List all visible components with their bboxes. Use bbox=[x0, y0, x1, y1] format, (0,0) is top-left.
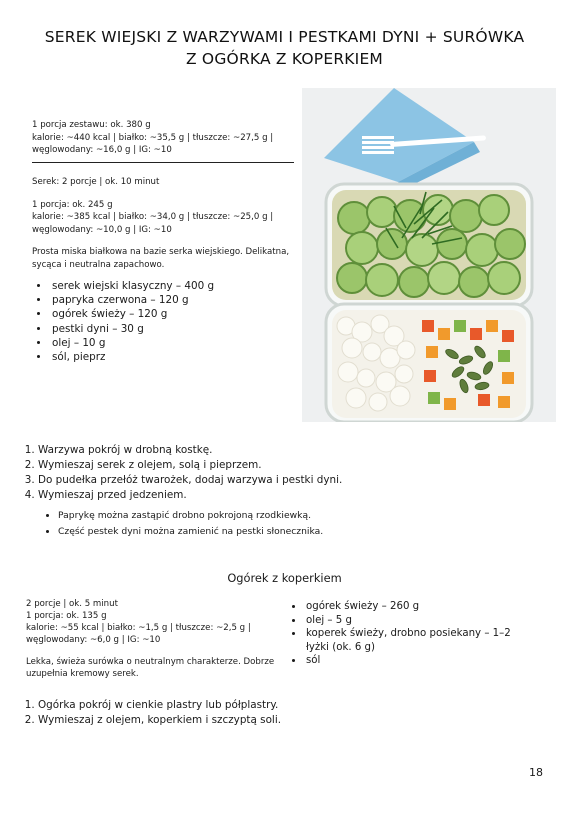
ingredient-item: • papryka czerwona – 120 g bbox=[50, 293, 294, 307]
step-item: 1. Ogórka pokrój w cienkie plastry lub półplastry. bbox=[38, 698, 540, 713]
divider bbox=[32, 162, 294, 163]
dish1-ingredients bbox=[34, 279, 294, 364]
step-item: 2. Wymieszaj serek z olejem, solą i pieprzem. bbox=[38, 458, 540, 473]
dish1-info bbox=[32, 176, 294, 271]
set-portion: 1 porcja zestawu: ok. 380 g bbox=[32, 120, 151, 130]
tip-item: • Część pestek dyni można zamienić na pestki słonecznika. bbox=[58, 524, 542, 540]
dish1-macros-1: kalorie: ~385 kcal | białko: ~34,0 g | tłuszcze: ~25,0 g | bbox=[32, 212, 274, 222]
dish2-macros-2: węglowodany: ~6,0 g | IG: ~10 bbox=[26, 635, 161, 645]
dish1-macros-2: węglowodany: ~10,0 g | IG: ~10 bbox=[32, 224, 172, 235]
dish1-portion: 1 porcja: ok. 245 g bbox=[32, 199, 113, 210]
step-item: 1. Warzywa pokrój w drobną kostkę. bbox=[38, 443, 540, 458]
dish2-portion: 1 porcja: ok. 135 g bbox=[26, 611, 107, 621]
tip-item: • Paprykę można zastąpić drobno pokrojoną rzodkiewką. bbox=[58, 508, 542, 524]
dish1-yield: Serek: 2 porcje | ok. 10 minut bbox=[32, 177, 160, 187]
set-macros-1: kalorie: ~440 kcal | białko: ~35,5 g | tłuszcze: ~27,5 g | bbox=[32, 132, 274, 143]
ingredient-item: • olej – 10 g bbox=[50, 336, 294, 350]
dish-photo-illustration bbox=[302, 88, 556, 422]
page-title-line-2: Z OGÓRKA Z KOPERKIEM bbox=[185, 50, 384, 68]
ingredient-item: • sól bbox=[304, 654, 528, 668]
dish2-yield: 2 porcje | ok. 5 minut bbox=[26, 599, 118, 609]
dish1-tips bbox=[42, 508, 542, 539]
set-macros-2: węglowodany: ~16,0 g | IG: ~10 bbox=[32, 145, 172, 155]
set-summary bbox=[32, 119, 294, 157]
dish2-description-2: uzupełnia kremowy serek. bbox=[26, 669, 139, 679]
dish2-steps bbox=[20, 698, 540, 728]
ingredient-item: • olej – 5 g bbox=[304, 614, 528, 628]
dish2-title: Ogórek z koperkiem bbox=[227, 571, 342, 585]
page-title bbox=[20, 26, 549, 70]
dish2-info bbox=[26, 598, 284, 680]
dish1-description-1: Prosta miska białkowa na bazie serka wiejskiego. Delikatna, bbox=[32, 247, 290, 257]
dish2-macros-1: kalorie: ~55 kcal | białko: ~1,5 g | tłuszcze: ~2,5 g | bbox=[26, 623, 251, 633]
ingredient-item: • ogórek świeży – 120 g bbox=[50, 307, 294, 321]
ingredient-item: • sól, pieprz bbox=[50, 350, 294, 364]
step-item: 3. Do pudełka przełóż twarożek, dodaj warzywa i pestki dyni. bbox=[38, 473, 540, 488]
dish-photo bbox=[302, 88, 556, 422]
ingredient-item: • serek wiejski klasyczny – 400 g bbox=[50, 279, 294, 293]
dish1-description-2: sycąca i neutralna zapachowo. bbox=[32, 259, 165, 270]
ingredient-item: • pestki dyni – 30 g bbox=[50, 322, 294, 336]
dish2-description-1: Lekka, świeża surówka o neutralnym charakterze. Dobrze bbox=[26, 657, 275, 667]
dish1-steps bbox=[20, 443, 540, 503]
step-item: 2. Wymieszaj z olejem, koperkiem i szczyptą soli. bbox=[38, 713, 540, 728]
dish2-ingredients bbox=[288, 600, 528, 668]
page-title-line-1: SEREK WIEJSKI Z WARZYWAMI I PESTKAMI DYNI + SURÓWKA bbox=[44, 28, 525, 46]
ingredient-item: • ogórek świeży – 260 g bbox=[304, 600, 528, 614]
step-item: 4. Wymieszaj przed jedzeniem. bbox=[38, 488, 540, 503]
ingredient-item: • koperek świeży, drobno posiekany – 1–2 łyżki (ok. 6 g) bbox=[304, 627, 528, 654]
page-number: 18 bbox=[529, 766, 543, 779]
